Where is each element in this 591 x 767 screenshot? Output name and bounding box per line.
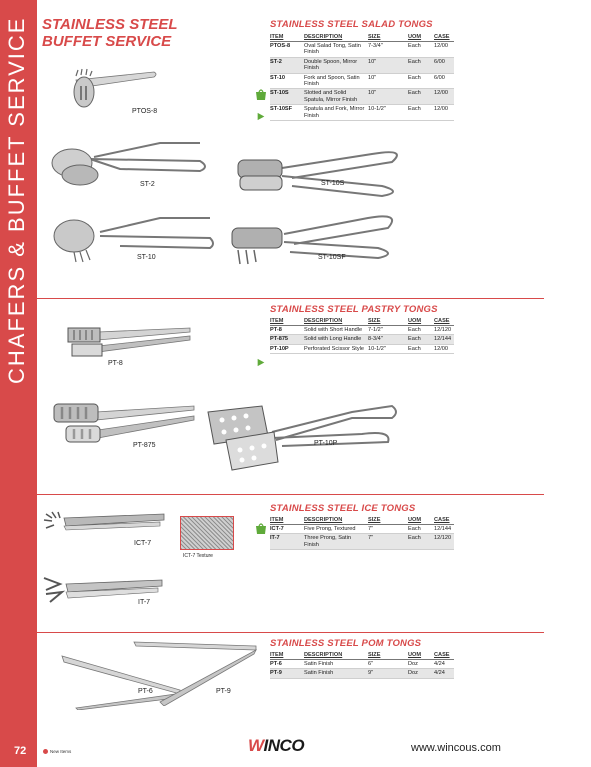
sidebar-band bbox=[0, 0, 37, 767]
table-row: PT-875 Solid with Long Handle 8-3/4" Each 12/144 bbox=[270, 335, 454, 344]
new-item-dot-icon bbox=[43, 749, 48, 754]
table-row: ST-10SF Spatula and Fork, Mirror Finish 10-1/2" Each 12/00 bbox=[270, 105, 454, 121]
spec-table-salad bbox=[270, 34, 454, 121]
product-label-st10: ST-10 bbox=[137, 254, 156, 261]
table-header-row: ITEM DESCRIPTION SIZE UOM CASE bbox=[270, 652, 454, 660]
product-label-pt875: PT-875 bbox=[133, 442, 156, 449]
new-item-icon bbox=[255, 522, 267, 535]
tong-image-pt8 bbox=[64, 322, 194, 362]
product-label-ict7: ICT-7 bbox=[134, 540, 152, 547]
table-header-row bbox=[270, 34, 454, 42]
col-description: DESCRIPTION bbox=[304, 34, 368, 42]
col-uom: UOM bbox=[408, 34, 434, 42]
spec-table-ice bbox=[270, 517, 454, 550]
spec-table-pom bbox=[270, 652, 454, 679]
page-title-line1: STAINLESS STEEL bbox=[42, 16, 178, 33]
product-label-st10sf: ST-10SF bbox=[318, 254, 346, 261]
table-row: PT-8 Solid with Short Handle 7-1/2" Each 12/120 bbox=[270, 326, 454, 335]
tong-image-ict7 bbox=[42, 508, 167, 536]
texture-label: ICT-7 Texture bbox=[183, 553, 213, 559]
table-row: ST-2 Double Spoon, Mirror Finish 10" Each 6/00 bbox=[270, 57, 454, 73]
section-divider bbox=[37, 632, 544, 633]
col-item: ITEM bbox=[270, 34, 304, 42]
new-items-label: New Items bbox=[50, 749, 72, 754]
section-title-salad: STAINLESS STEEL SALAD TONGS bbox=[270, 19, 433, 30]
new-item-icon bbox=[257, 112, 265, 121]
table-header-row: ITEM DESCRIPTION SIZE UOM CASE bbox=[270, 517, 454, 525]
product-label-pt6: PT-6 bbox=[138, 688, 153, 695]
product-label-st10s: ST-10S bbox=[321, 180, 345, 187]
section-divider bbox=[37, 298, 544, 299]
texture-swatch bbox=[180, 516, 234, 550]
product-label-pt10p: PT-10P bbox=[314, 440, 338, 447]
table-row: IT-7 Three Prong, Satin Finish 7" Each 12/120 bbox=[270, 534, 454, 550]
page-title bbox=[42, 16, 178, 50]
table-row: PT-6 Satin Finish 6" Doz 4/24 bbox=[270, 660, 454, 669]
col-case: CASE bbox=[434, 34, 454, 42]
page-number: 72 bbox=[14, 745, 27, 757]
table-row: ST-10S Slotted and Solid Spatula, Mirror Finish 10" Each 12/00 bbox=[270, 89, 454, 105]
table-row: ST-10 Fork and Spoon, Satin Finish 10" Each 6/00 bbox=[270, 73, 454, 89]
spec-table-pastry bbox=[270, 318, 454, 354]
table-header-row: ITEM DESCRIPTION SIZE UOM CASE bbox=[270, 318, 454, 326]
product-label-pt8: PT-8 bbox=[108, 360, 123, 367]
tong-image-st10 bbox=[50, 208, 220, 266]
page-title-line2: BUFFET SERVICE bbox=[42, 33, 172, 50]
winco-logo: WINCO bbox=[248, 736, 305, 755]
tong-image-pt10p bbox=[202, 398, 402, 476]
sidebar-title: CHAFERS & BUFFET SERVICE bbox=[4, 16, 29, 384]
section-title-ice: STAINLESS STEEL ICE TONGS bbox=[270, 503, 416, 514]
new-item-icon bbox=[257, 358, 265, 367]
section-divider bbox=[37, 494, 544, 495]
product-label-st2: ST-2 bbox=[140, 181, 155, 188]
table-row: PT-10P Perforated Scissor Style 10-1/2" Each 12/00 bbox=[270, 344, 454, 353]
product-label-pt9: PT-9 bbox=[216, 688, 231, 695]
tong-image-st10s bbox=[232, 146, 410, 204]
section-title-pastry: STAINLESS STEEL PASTRY TONGS bbox=[270, 304, 438, 315]
product-label-it7: IT-7 bbox=[138, 599, 151, 606]
tong-image-pt875 bbox=[52, 400, 197, 448]
table-row: PTOS-8 Oval Salad Tong, Satin Finish 7-3/4" Each 12/00 bbox=[270, 42, 454, 58]
new-item-icon bbox=[255, 88, 267, 101]
product-label-ptos8: PTOS-8 bbox=[132, 108, 158, 115]
col-size: SIZE bbox=[368, 34, 408, 42]
table-row: PT-9 Satin Finish 9" Doz 4/24 bbox=[270, 669, 454, 678]
tong-image-st2 bbox=[50, 133, 215, 193]
new-items-legend bbox=[43, 749, 71, 754]
tong-image-st10sf bbox=[228, 210, 403, 270]
section-title-pom: STAINLESS STEEL POM TONGS bbox=[270, 638, 422, 649]
tong-image-pt9 bbox=[130, 636, 260, 706]
website-link[interactable]: www.wincous.com bbox=[411, 742, 501, 754]
table-row: ICT-7 Five Prong, Textured 7" Each 12/144 bbox=[270, 525, 454, 534]
